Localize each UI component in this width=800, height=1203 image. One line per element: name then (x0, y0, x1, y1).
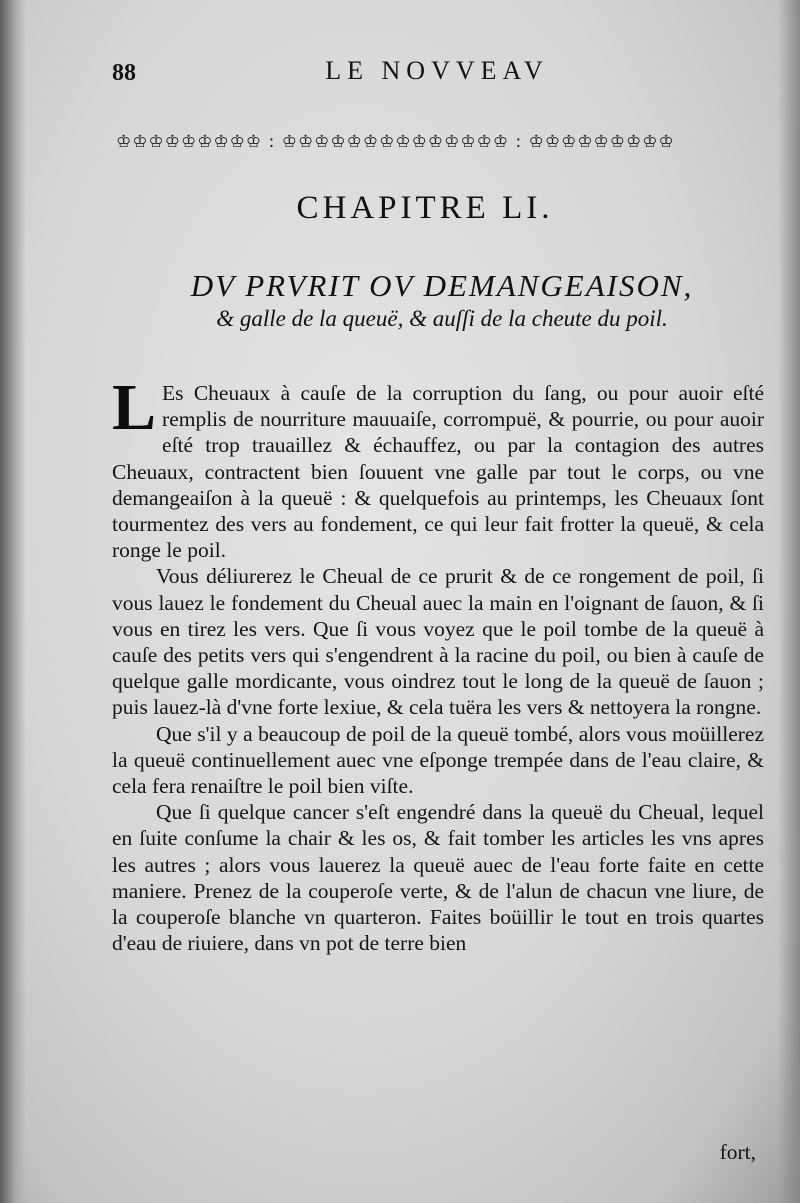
page-number: 88 (112, 60, 136, 86)
paragraph-4: Que ſi quelque cancer s'eſt engendré dans la queuë du Cheual, lequel en ſuite conſume la chair & les os, & fait tomber les articles les vns apres les autres ; alors vous lauerez la queuë auec de l'eau forte faite en cette maniere. Prenez de la couperoſe verte, & de l'alun de chacun vne liure, de la couperoſe blanche vn quarteron. Faites boüillir le tout en trois quartes d'eau de riuiere, dans vn pot de terre bien (112, 800, 764, 956)
paragraph-1-text: Es Cheuaux à cauſe de la corruption du ſang, ou pour auoir eſté remplis de nourriture mauuaiſe, corrompuë, & pourrie, ou pour auoir eſté trop trauaillez & échauffez, ou par la contagion des autres Cheuaux, contractent bien ſouuent vne galle par tout le corps, ou vne demangeaiſon à la queuë : & quelquefois au printemps, les Cheuaux ſont tourmentez des vers au fondement, ce qui leur fait frotter la queuë, & cela ronge le poil. (112, 381, 764, 563)
paragraph-1 (112, 371, 764, 563)
catchword: fort, (719, 1140, 756, 1164)
drop-cap: L (112, 371, 157, 444)
chapter-title: CHAPITRE LI. (296, 190, 554, 226)
chapter-subtitle-line-2: & galle de la queuë, & auſſi de la cheute du poil. (216, 306, 668, 331)
page-gutter-shadow (0, 0, 26, 1203)
paragraph-3: Que s'il y a beaucoup de poil de la queuë tombé, alors vous moüillerez la queuë continuellement auec vne eſponge trempée dans de l'eau claire, & cela fera renaiſtre le poil bien viſte. (112, 721, 764, 799)
page-edge-shadow (778, 0, 800, 1203)
running-title: LE NOVVEAV (325, 56, 549, 85)
chapter-subtitle-line-1: DV PRVRIT OV DEMANGEAISON, (190, 268, 694, 303)
paragraph-2: Vous déliurerez le Cheual de ce prurit & de ce rongement de poil, ſi vous lauez le fondement du Cheual auec la main en l'oignant de ſauon, & ſi vous en tirez les vers. Que ſi vous voyez que le poil tombe de la queuë à cauſe des petits vers qui s'engendrent à la racine du poil, ou bien à cauſe de quelque galle mordicante, vous oindrez tout le long de la queuë de ſauon ; puis lauez-là d'vne forte lexiue, & cela tuëra les vers & nettoyera la rongne. (112, 564, 764, 720)
crown-ornament-band: ♔♔♔♔♔♔♔♔♔ : ♔♔♔♔♔♔♔♔♔♔♔♔♔♔ : ♔♔♔♔♔♔♔♔♔ (116, 132, 675, 152)
body-text (112, 371, 764, 956)
chapter-subtitle (112, 268, 772, 332)
running-header (112, 56, 762, 96)
